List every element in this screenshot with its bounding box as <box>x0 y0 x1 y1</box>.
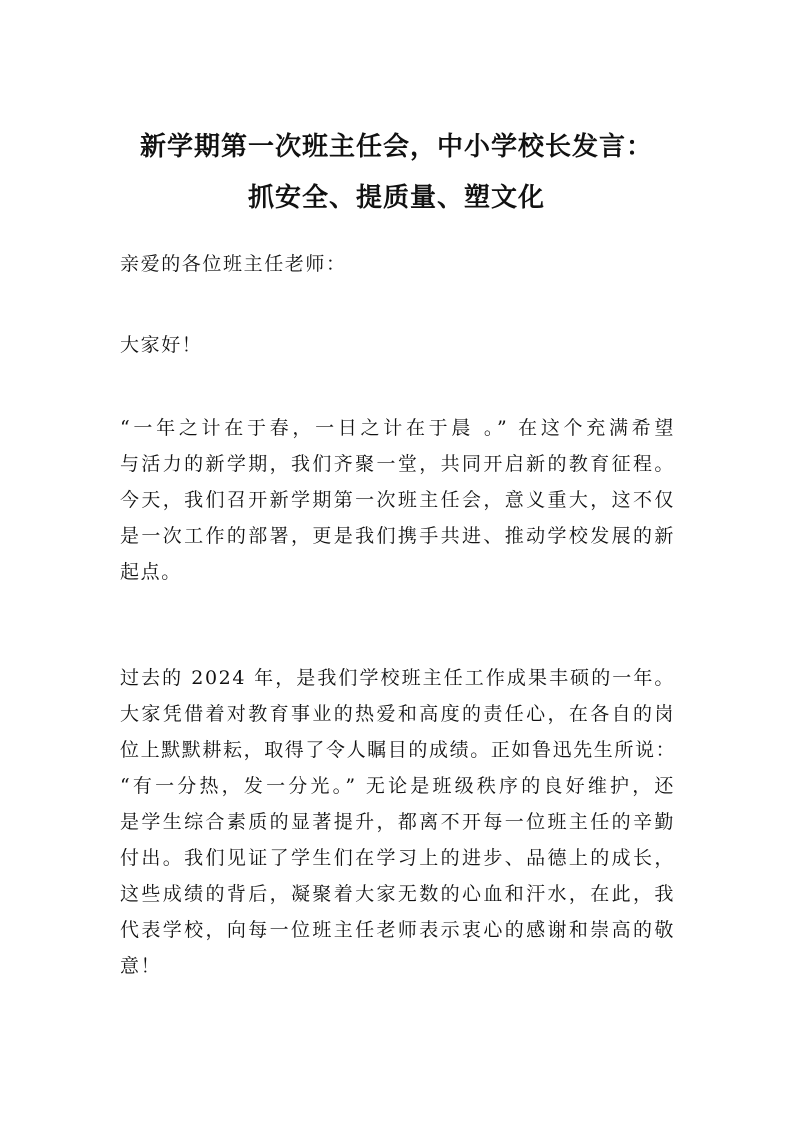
paragraph-1-line: 起点。 <box>120 561 182 583</box>
greeting: 大家好！ <box>120 334 203 356</box>
salutation: 亲爱的各位班主任老师： <box>120 253 347 275</box>
paragraph-2-line: 大家凭借着对教育事业的热爱和高度的责任心，在各自的岗 <box>120 703 675 725</box>
paragraph-1-line: “一年之计在于春，一日之计在于晨 。” 在这个充满希望 <box>120 417 675 439</box>
paragraph-2-line: 付出。我们见证了学生们在学习上的进步、品德上的成长， <box>120 847 675 869</box>
document-title-line-1: 新学期第一次班主任会，中小学校长发言： <box>139 132 653 162</box>
paragraph-1-line: 今天，我们召开新学期第一次班主任会，意义重大，这不仅 <box>120 489 675 511</box>
paragraph-2-line: “有一分热，发一分光。” 无论是班级秩序的良好维护，还 <box>120 775 675 797</box>
paragraph-2-line: 这些成绩的背后，凝聚着大家无数的心血和汗水，在此，我 <box>120 883 675 905</box>
paragraph-2-line: 代表学校，向每一位班主任老师表示衷心的感谢和崇高的敬 <box>120 919 675 941</box>
paragraph-2-line: 是学生综合素质的显著提升，都离不开每一位班主任的辛勤 <box>120 811 675 833</box>
paragraph-2-line: 过去的 2024 年，是我们学校班主任工作成果丰硕的一年。 <box>120 667 675 689</box>
paragraph-2-line: 位上默默耕耘，取得了令人瞩目的成绩。正如鲁迅先生所说： <box>120 739 677 761</box>
paragraph-2-line: 意！ <box>120 955 162 977</box>
document-title-line-2: 抓安全、提质量、塑文化 <box>247 183 545 213</box>
paragraph-1-line: 是一次工作的部署，更是我们携手共进、推动学校发展的新 <box>120 525 675 547</box>
paragraph-1-line: 与活力的新学期，我们齐聚一堂，共同开启新的教育征程。 <box>120 453 675 475</box>
